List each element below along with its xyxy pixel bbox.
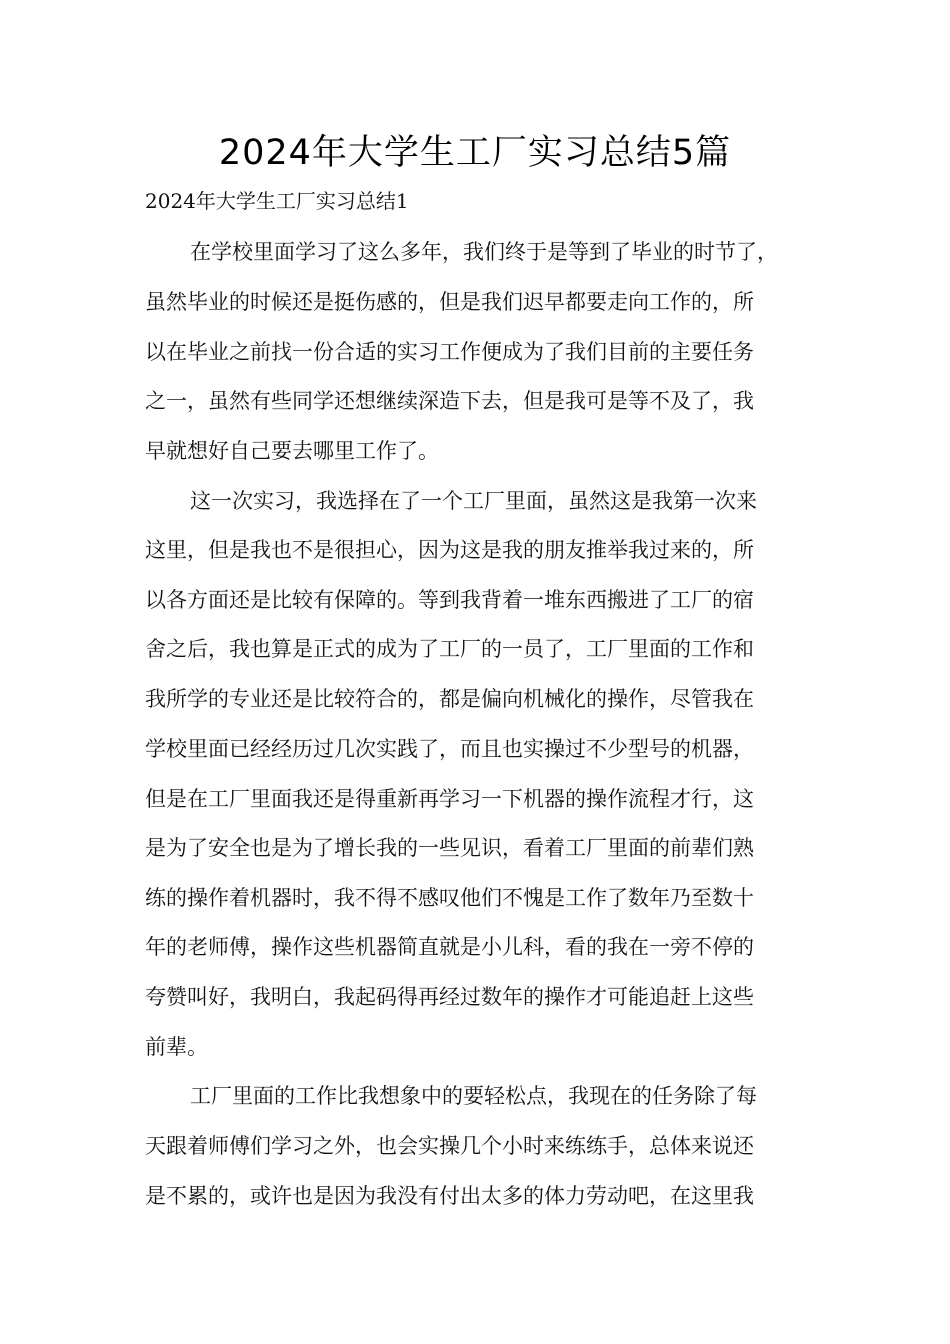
paragraph-line: 练的操作着机器时，我不得不感叹他们不愧是工作了数年乃至数十 [145, 886, 754, 910]
document-title: 2024年大学生工厂实习总结5篇 [218, 133, 732, 173]
paragraph-line: 是不累的，或许也是因为我没有付出太多的体力劳动吧，在这里我 [145, 1184, 754, 1208]
paragraph-line: 舍之后，我也算是正式的成为了工厂的一员了，工厂里面的工作和 [145, 637, 754, 661]
paragraph-line: 前辈。 [145, 1035, 208, 1059]
paragraph-line: 学校里面已经经历过几次实践了，而且也实操过不少型号的机器， [145, 737, 754, 761]
paragraph-line: 这一次实习，我选择在了一个工厂里面，虽然这是我第一次来 [190, 489, 757, 513]
paragraph-line: 是为了安全也是为了增长我的一些见识，看着工厂里面的前辈们熟 [145, 836, 754, 860]
paragraph-line: 以在毕业之前找一份合适的实习工作便成为了我们目前的主要任务 [145, 340, 754, 364]
paragraph-line: 天跟着师傅们学习之外，也会实操几个小时来练练手，总体来说还 [145, 1134, 754, 1158]
paragraph-line: 夸赞叫好，我明白，我起码得再经过数年的操作才可能追赶上这些 [145, 985, 754, 1009]
paragraph-line: 早就想好自己要去哪里工作了。 [145, 439, 439, 463]
paragraph-line: 工厂里面的工作比我想象中的要轻松点，我现在的任务除了每 [190, 1084, 757, 1108]
paragraph-line: 我所学的专业还是比较符合的，都是偏向机械化的操作，尽管我在 [145, 687, 754, 711]
paragraph-line: 但是在工厂里面我还是得重新再学习一下机器的操作流程才行，这 [145, 787, 754, 811]
paragraph-line: 这里，但是我也不是很担心，因为这是我的朋友推举我过来的，所 [145, 538, 754, 562]
paragraph-line: 虽然毕业的时候还是挺伤感的，但是我们迟早都要走向工作的，所 [145, 290, 754, 314]
paragraph-line: 在学校里面学习了这么多年，我们终于是等到了毕业的时节了， [190, 240, 778, 264]
paragraph-line: 以各方面还是比较有保障的。等到我背着一堆东西搬进了工厂的宿 [145, 588, 754, 612]
paragraph-line: 之一，虽然有些同学还想继续深造下去，但是我可是等不及了，我 [145, 389, 754, 413]
section-heading: 2024年大学生工厂实习总结1 [145, 189, 409, 213]
paragraph-line: 年的老师傅，操作这些机器简直就是小儿科，看的我在一旁不停的 [145, 935, 754, 959]
